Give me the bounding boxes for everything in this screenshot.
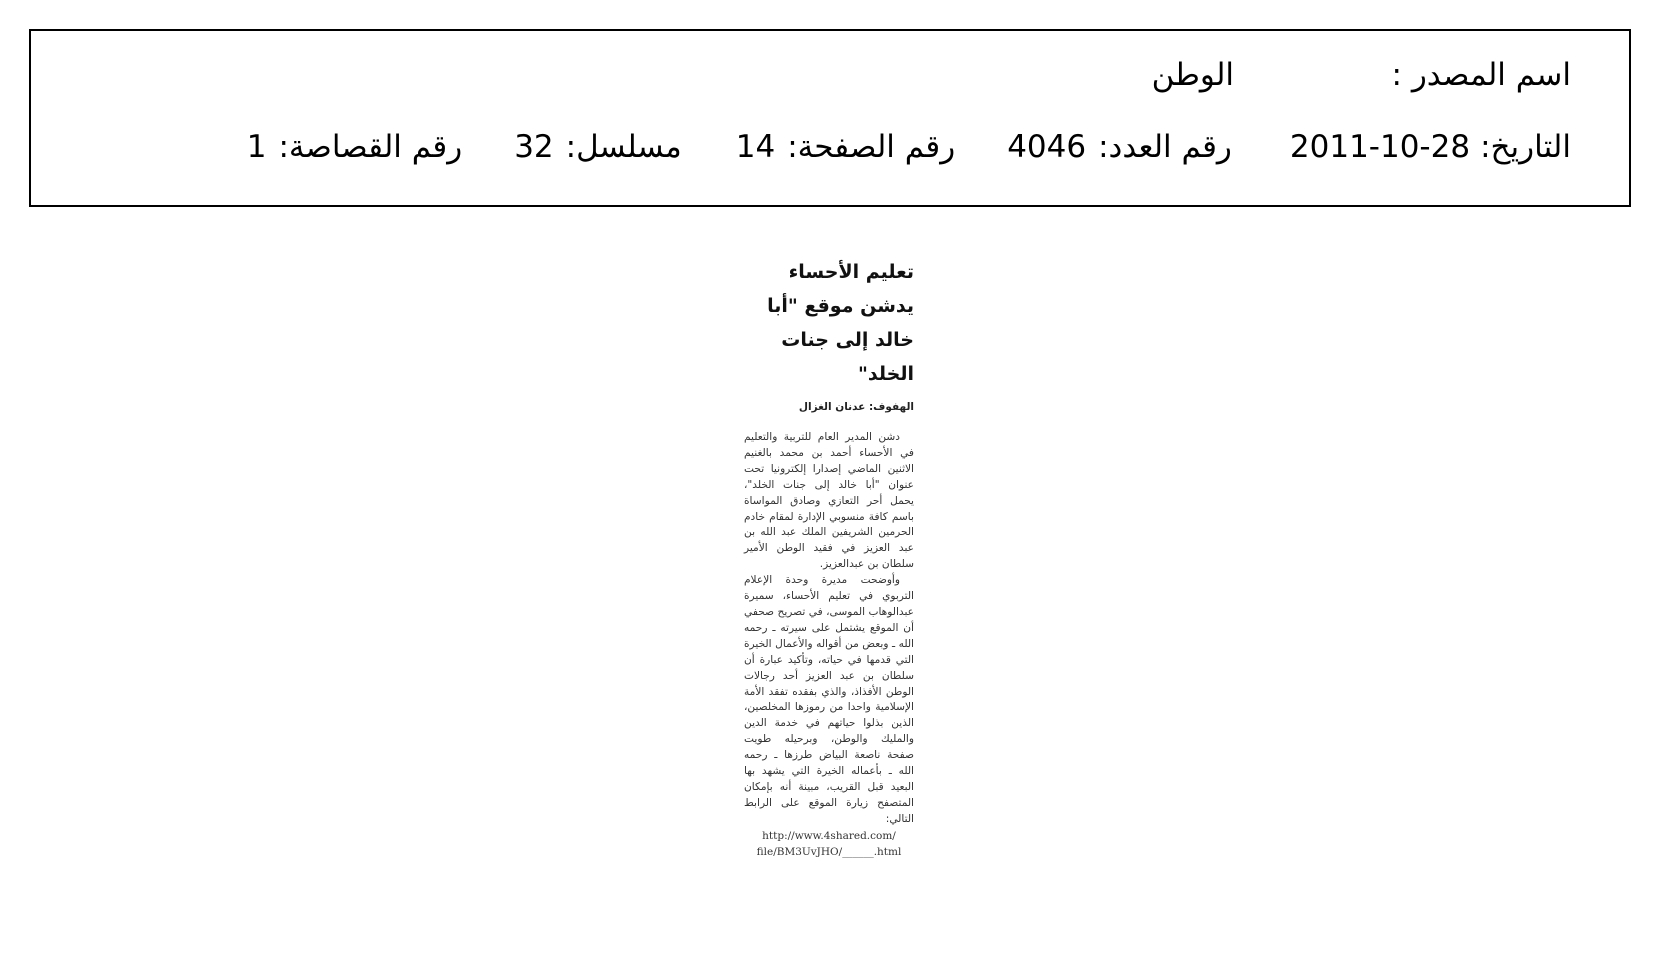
source-label: اسم المصدر :	[1391, 57, 1571, 93]
serial-field	[514, 129, 682, 165]
headline-line: تعليم الأحساء	[788, 261, 914, 283]
article-paragraph: وأوضحت مديرة وحدة الإعلام التربوي في تعليم الأحساء، سميرة عبدالوهاب الموسى، في تصريح صحفي أن الموقع يشتمل على سيرته ـ رحمه الله ـ وبعض من أقواله والأعمال الخيرة التي قدمها في حياته، وتأكيد عبارة أن سلطان بن عبد العزيز أحد رجالات الوطن الأفذاذ، والذي بفقده تفقد الأمة الإسلامية واحدا من رموزها المخلصين، الذين بذلوا حياتهم في خدمة الدين والمليك والوطن، وبرحيله طويت صفحة ناصعة البياض طرزها ـ رحمه الله ـ بأعماله الخيرة التي يشهد بها البعيد قبل القريب، مبينة أنه بإمكان المتصفح زيارة الموقع على الرابط التالي:	[744, 574, 914, 825]
article-link-line: http://www.4shared.com/	[762, 829, 896, 842]
article-headline	[744, 255, 914, 391]
article-byline: الهفوف: عدنان الغزال	[798, 401, 914, 413]
date-label: التاريخ:	[1480, 129, 1571, 165]
page-value: 14	[735, 129, 776, 165]
issue-label: رقم العدد:	[1098, 129, 1232, 165]
clip-number-label: رقم القصاصة:	[278, 129, 463, 165]
metadata-row	[246, 129, 1571, 165]
issue-field	[1007, 129, 1232, 165]
date-field	[1289, 129, 1571, 165]
clip-number-value: 1	[246, 129, 267, 165]
article-paragraph: دشن المدير العام للتربية والتعليم في الأحساء أحمد بن محمد بالغنيم الاثنين الماضي إصدارا إلكترونيا تحت عنوان "أبا خالد إلى جنات الخلد"، يحمل أحر التعازي وصادق المواساة باسم كافة منسوبي الإدارة لمقام خادم الحرمين الشريفين الملك عبد الله بن عبد العزيز في فقيد الوطن الأمير سلطان بن عبدالعزيز.	[744, 431, 914, 571]
clip-number-field	[246, 129, 463, 165]
date-value: 2011-10-28	[1289, 129, 1471, 165]
serial-label: مسلسل:	[565, 129, 682, 165]
page-label: رقم الصفحة:	[787, 129, 956, 165]
issue-value: 4046	[1007, 129, 1087, 165]
article-body	[744, 430, 914, 860]
clipping-header	[29, 29, 1631, 207]
newspaper-clipping	[744, 255, 914, 895]
headline-line: خالد إلى جنات الخلد"	[781, 329, 914, 385]
article-link-line: file/BM3UvJHO/______.html	[756, 845, 902, 858]
serial-value: 32	[514, 129, 554, 165]
headline-line: يدشن موقع "أبا	[767, 295, 914, 317]
page-field	[735, 129, 956, 165]
source-value: الوطن	[1151, 57, 1234, 93]
